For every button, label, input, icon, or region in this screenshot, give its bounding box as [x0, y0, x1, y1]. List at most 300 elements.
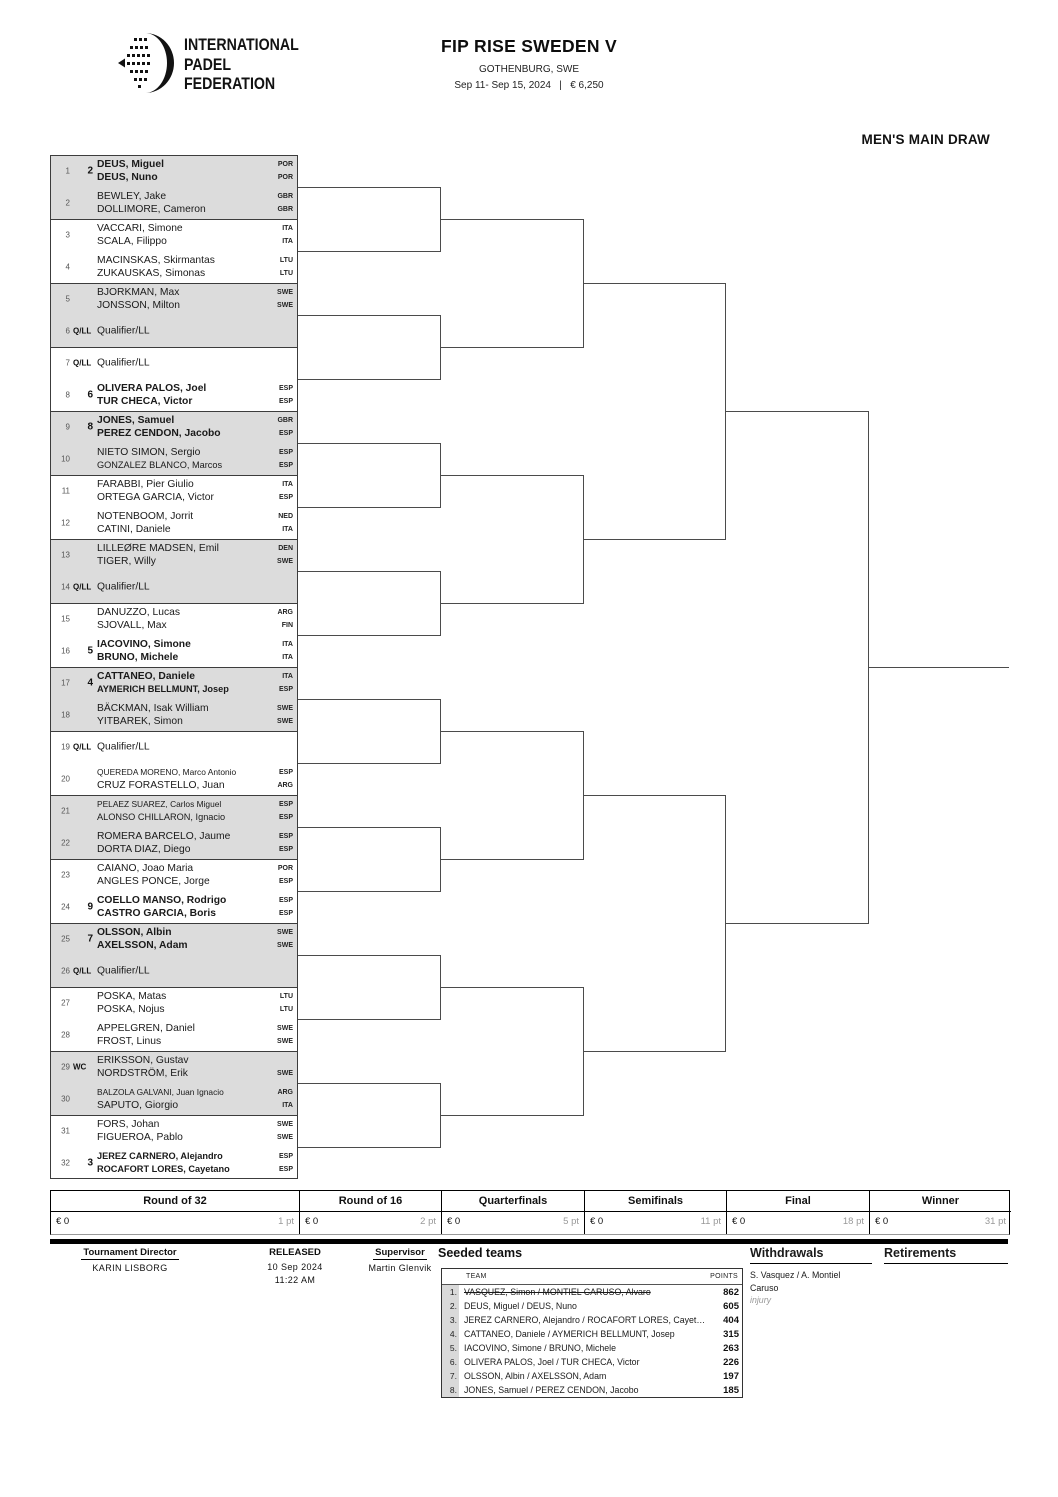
draw-entry-20 — [50, 763, 298, 795]
draw-entry-25 — [50, 923, 298, 955]
round-points: 1 pt — [278, 1216, 294, 1227]
entry-player-countries — [279, 798, 293, 825]
player-name: BEWLEY, Jake — [97, 190, 167, 202]
bracket-line — [440, 603, 583, 604]
entry-position-number: 27 — [61, 998, 70, 1008]
bracket-line — [440, 219, 583, 220]
entry-position-number: 30 — [61, 1094, 70, 1104]
qualifier-label: Qualifier/LL — [97, 741, 150, 753]
qualifier-label: Qualifier/LL — [97, 581, 150, 593]
round-points: 31 pt — [984, 1216, 1006, 1227]
bracket-line — [440, 987, 583, 988]
entry-player-names — [97, 158, 271, 185]
seeded-col-points: POINTS — [710, 1273, 738, 1280]
entry-player-names — [97, 990, 271, 1017]
player-name: FARABBI, Pier Giulio — [97, 478, 194, 490]
seeded-team-rank: 1. — [442, 1285, 459, 1299]
supervisor-label: Supervisor — [375, 1247, 425, 1258]
player-name: DEUS, Miguel — [97, 158, 164, 170]
entry-player-countries — [277, 1086, 293, 1113]
seeded-team-row — [442, 1383, 742, 1397]
entry-position-number: 7 — [65, 358, 70, 368]
draw-entry-24 — [50, 891, 298, 923]
player-country-code: ESP — [278, 896, 293, 904]
player-name: IACOVINO, Simone — [97, 638, 191, 650]
player-country-code: ESP — [278, 462, 293, 469]
entry-player-names — [97, 382, 271, 409]
round-name: Round of 16 — [300, 1191, 441, 1212]
player-name: BÄCKMAN, Isak William — [97, 702, 209, 714]
entry-player-names — [97, 356, 271, 370]
draw-entry-14 — [50, 571, 298, 603]
player-country-code: SWE — [277, 1024, 293, 1032]
seeded-team-rank: 4. — [442, 1327, 459, 1341]
player-country-code: ARG — [277, 608, 293, 616]
entry-position-number: 21 — [61, 806, 70, 816]
supervisor-name: Martin Glenvik — [368, 1263, 432, 1273]
player-name: VACCARI, Simone — [97, 222, 183, 234]
player-country-code: ITA — [282, 480, 293, 488]
entry-player-countries — [277, 414, 293, 441]
seeded-team-names: JEREZ CARNERO, Alejandro / ROCAFORT LORES, Cayet… — [464, 1315, 706, 1325]
draw-entry-29 — [50, 1051, 298, 1083]
entry-player-names — [97, 1150, 271, 1177]
round-prize: € 0 — [447, 1216, 461, 1227]
player-name: FIGUEROA, Pablo — [97, 1132, 183, 1143]
player-country-code: ESP — [278, 768, 293, 776]
bracket-line — [298, 635, 440, 636]
player-country-code: ITA — [282, 640, 293, 648]
player-country-code: NED — [278, 512, 293, 520]
round-prize: € 0 — [732, 1216, 746, 1227]
draw-entry-28 — [50, 1019, 298, 1051]
entry-player-countries — [277, 1118, 293, 1145]
seeded-team-points: 404 — [723, 1314, 739, 1326]
entry-player-countries — [280, 254, 293, 281]
seeded-team-names: OLSSON, Albin / AXELSSON, Adam — [464, 1371, 607, 1381]
player-country-code: GBR — [277, 206, 293, 213]
bracket-line — [298, 763, 440, 764]
retirements-block — [884, 1246, 1008, 1264]
entry-position-number: 32 — [61, 1158, 70, 1168]
entry-status-tag: Q/LL — [73, 582, 92, 592]
player-name: BRUNO, Michele — [97, 652, 179, 663]
entry-player-names — [97, 830, 271, 857]
draw-entry-31 — [50, 1115, 298, 1147]
draw-entry-3 — [50, 219, 298, 251]
entry-position-number: 12 — [61, 518, 70, 528]
bracket-line — [725, 411, 868, 412]
player-name: ERIKSSON, Gustav — [97, 1054, 189, 1066]
player-country-code: ESP — [278, 686, 293, 693]
round-name: Round of 32 — [51, 1191, 299, 1212]
player-country-code: POR — [277, 174, 293, 181]
player-name: POSKA, Nojus — [97, 1004, 165, 1015]
player-name: FORS, Johan — [97, 1118, 160, 1130]
entry-player-countries — [279, 382, 293, 409]
player-name: ROMERA BARCELO, Jaume — [97, 830, 231, 842]
entry-player-names — [97, 446, 271, 473]
player-name: BALZOLA GALVANI, Juan Ignacio — [97, 1086, 224, 1097]
seeded-team-row — [442, 1285, 742, 1299]
footer-divider-bar — [50, 1239, 1008, 1244]
draw-entry-12 — [50, 507, 298, 539]
entry-position-number: 15 — [61, 614, 70, 624]
tournament-director-label: Tournament Director — [83, 1247, 177, 1258]
bracket-line — [583, 539, 725, 540]
entry-player-names — [97, 702, 271, 729]
seeded-col-team: TEAM — [466, 1273, 487, 1280]
entry-position-number: 3 — [65, 230, 70, 240]
entry-position-number: 5 — [65, 294, 70, 304]
withdrawal-team-line1: S. Vasquez / A. Montiel — [750, 1270, 841, 1280]
bracket-line — [298, 827, 440, 828]
seeded-team-rank: 8. — [442, 1383, 459, 1397]
entry-player-countries — [280, 990, 293, 1017]
bracket-line — [298, 1147, 440, 1148]
entry-position-number: 16 — [61, 646, 70, 656]
entry-player-countries — [279, 670, 293, 697]
bracket-line — [298, 251, 440, 252]
player-country-code: SWE — [277, 1070, 293, 1077]
player-name: NORDSTRÖM, Erik — [97, 1068, 188, 1079]
entry-position-number: 28 — [61, 1030, 70, 1040]
player-country-code: SWE — [277, 718, 293, 725]
entry-player-names — [97, 638, 271, 665]
entry-player-countries — [279, 894, 293, 921]
player-country-code: ITA — [282, 238, 293, 245]
seeded-table-header — [442, 1269, 742, 1285]
round-column-semifinals — [584, 1191, 726, 1234]
draw-entry-26 — [50, 955, 298, 987]
draw-entry-21 — [50, 795, 298, 827]
entry-player-countries — [277, 926, 293, 953]
round-points: 5 pt — [563, 1216, 579, 1227]
player-country-code: LTU — [279, 256, 293, 264]
player-name: DORTA DIAZ, Diego — [97, 844, 191, 855]
player-name: ZUKAUSKAS, Simonas — [97, 268, 206, 279]
player-name: GONZALEZ BLANCO, Marcos — [97, 460, 223, 470]
entry-status-tag: Q/LL — [73, 358, 92, 368]
player-name: CASTRO GARCIA, Boris — [97, 908, 216, 919]
entry-position-number: 4 — [65, 262, 70, 272]
entry-player-countries — [278, 862, 293, 889]
bracket-line — [583, 283, 725, 284]
player-country-code: ESP — [278, 878, 293, 885]
player-country-code: ESP — [278, 430, 293, 437]
seeded-team-names: DEUS, Miguel / DEUS, Nuno — [464, 1301, 577, 1311]
entry-player-names — [97, 580, 271, 594]
player-name: CATINI, Daniele — [97, 524, 171, 535]
player-name: CRUZ FORASTELLO, Juan — [97, 780, 225, 791]
player-name: TIGER, Willy — [97, 556, 156, 567]
draw-title: MEN'S MAIN DRAW — [861, 132, 990, 147]
player-country-code: SWE — [277, 1038, 293, 1045]
player-name: JONSSON, Milton — [97, 300, 180, 311]
player-name: SCALA, Filippo — [97, 236, 167, 247]
entry-status-tag: WC — [73, 1062, 87, 1072]
entry-player-names — [97, 766, 271, 793]
draw-entry-2 — [50, 187, 298, 219]
seeded-team-rank: 7. — [442, 1369, 459, 1383]
bracket-line — [298, 443, 440, 444]
entry-player-names — [97, 286, 271, 313]
round-values — [870, 1212, 1011, 1234]
player-name: DANUZZO, Lucas — [97, 606, 180, 618]
entry-position-number: 14 — [61, 582, 70, 592]
entry-position-number: 13 — [61, 550, 70, 560]
player-name: QUEREDA MORENO, Marco Antonio — [97, 766, 237, 777]
entry-seed-number: 5 — [87, 645, 93, 657]
entry-position-number: 10 — [61, 454, 70, 464]
tournament-header — [0, 36, 1058, 91]
draw-entry-30 — [50, 1083, 298, 1115]
entry-player-names — [97, 190, 271, 217]
released-date: 10 Sep 2024 — [267, 1262, 323, 1272]
draw-entry-22 — [50, 827, 298, 859]
draw-entry-27 — [50, 987, 298, 1019]
draw-entry-1 — [50, 155, 298, 187]
rounds-points-table — [50, 1190, 1010, 1235]
entry-position-number: 24 — [61, 902, 70, 912]
entry-player-countries — [279, 1150, 293, 1177]
player-country-code: SWE — [277, 1120, 293, 1128]
player-country-code: ESP — [278, 448, 293, 456]
draw-entry-6 — [50, 315, 298, 347]
player-country-code: SWE — [277, 288, 293, 296]
entry-status-tag: Q/LL — [73, 326, 92, 336]
entry-position-number: 19 — [61, 742, 70, 752]
draw-entry-16 — [50, 635, 298, 667]
player-name: ROCAFORT LORES, Cayetano — [97, 1164, 230, 1174]
entry-player-countries — [277, 286, 293, 313]
player-country-code: LTU — [279, 1006, 293, 1013]
round-points: 2 pt — [420, 1216, 436, 1227]
seeded-team-row — [442, 1299, 742, 1313]
player-country-code: LTU — [279, 992, 293, 1000]
seeded-team-row — [442, 1355, 742, 1369]
entry-player-names — [97, 222, 271, 249]
round-points: 18 pt — [842, 1216, 864, 1227]
qualifier-label: Qualifier/LL — [97, 357, 150, 369]
entry-player-names — [97, 1022, 271, 1049]
entry-seed-number: 2 — [87, 165, 93, 177]
player-country-code: ESP — [278, 910, 293, 917]
entry-position-number: 20 — [61, 774, 70, 784]
logo-line-1: INTERNATIONAL — [184, 36, 299, 55]
entry-position-number: 1 — [65, 166, 70, 176]
entry-player-names — [97, 1118, 271, 1145]
round-column-winner — [869, 1191, 1011, 1234]
entry-player-countries — [277, 542, 293, 569]
round-name: Winner — [870, 1191, 1011, 1212]
player-country-code: ESP — [278, 494, 293, 501]
entry-player-names — [97, 414, 271, 441]
player-name: COELLO MANSO, Rodrigo — [97, 894, 227, 906]
draw-entry-9 — [50, 411, 298, 443]
round-points: 11 pt — [700, 1216, 721, 1227]
player-name: CATTANEO, Daniele — [97, 670, 196, 682]
entry-position-number: 23 — [61, 870, 70, 880]
player-name: AYMERICH BELLMUNT, Josep — [97, 684, 229, 694]
draw-entry-4 — [50, 251, 298, 283]
round-prize: € 0 — [56, 1216, 70, 1227]
entry-seed-number: 4 — [87, 677, 93, 689]
player-country-code: ESP — [278, 832, 293, 840]
player-country-code: SWE — [277, 928, 293, 936]
round-values — [585, 1212, 726, 1234]
player-name: CAIANO, Joao Maria — [97, 862, 194, 874]
entry-player-countries — [278, 158, 293, 185]
entry-player-names — [97, 964, 271, 978]
entry-status-tag: Q/LL — [73, 966, 92, 976]
player-country-code: ESP — [278, 1166, 293, 1173]
entry-player-names — [97, 254, 271, 281]
seeded-team-points: 315 — [723, 1328, 739, 1340]
bracket-line — [298, 955, 440, 956]
tournament-title: FIP RISE SWEDEN V — [441, 36, 617, 56]
entry-player-countries — [277, 606, 293, 633]
tournament-location: GOTHENBURG, SWE — [478, 64, 579, 75]
draw-entry-5 — [50, 283, 298, 315]
player-country-code: ITA — [282, 1102, 293, 1109]
entry-seed-number: 3 — [87, 1157, 93, 1169]
seeded-teams-title: Seeded teams — [438, 1246, 523, 1260]
bracket-line — [440, 731, 583, 732]
entry-position-number: 22 — [61, 838, 70, 848]
seeded-team-row — [442, 1369, 742, 1383]
entry-player-names — [97, 510, 271, 537]
player-country-code: SWE — [277, 558, 293, 565]
entry-position-number: 17 — [61, 678, 70, 688]
entry-position-number: 2 — [65, 198, 70, 208]
entry-position-number: 8 — [65, 390, 70, 400]
player-name: SAPUTO, Giorgio — [97, 1100, 179, 1111]
player-name: TUR CHECA, Victor — [97, 396, 193, 407]
seeded-team-points: 263 — [723, 1342, 739, 1354]
player-country-code: SWE — [277, 1134, 293, 1141]
seeded-team-points: 226 — [723, 1356, 739, 1368]
player-country-code: ITA — [282, 224, 293, 232]
entry-position-number: 18 — [61, 710, 70, 720]
entry-seed-number: 6 — [87, 389, 93, 401]
bracket-line — [298, 315, 440, 316]
seeded-team-rank: 2. — [442, 1299, 459, 1313]
entry-seed-number: 7 — [87, 933, 93, 945]
seeded-team-rank: 3. — [442, 1313, 459, 1327]
entry-player-names — [97, 606, 271, 633]
seeded-team-points: 197 — [723, 1370, 739, 1382]
qualifier-label: Qualifier/LL — [97, 325, 150, 337]
entry-player-countries — [278, 510, 293, 537]
player-country-code: GBR — [277, 192, 293, 200]
tournament-director-name: KARIN LISBORG — [92, 1263, 168, 1273]
round-values — [442, 1212, 584, 1234]
entry-player-names — [97, 926, 271, 953]
bracket-line — [440, 347, 583, 348]
entry-player-names — [97, 862, 271, 889]
player-name: PELAEZ SUAREZ, Carlos Miguel — [97, 798, 222, 809]
player-country-code: POR — [277, 160, 293, 168]
round-name: Semifinals — [585, 1191, 726, 1212]
player-name: ANGLES PONCE, Jorge — [97, 876, 210, 887]
released-label: RELEASED — [269, 1247, 321, 1258]
player-name: OLIVERA PALOS, Joel — [97, 382, 207, 394]
round-prize: € 0 — [590, 1216, 604, 1227]
entry-player-countries — [279, 478, 293, 505]
player-name: JONES, Samuel — [97, 414, 175, 426]
player-name: JEREZ CARNERO, Alejandro — [97, 1150, 223, 1161]
bracket-line — [298, 379, 440, 380]
entry-status-tag: Q/LL — [73, 742, 92, 752]
round-name: Final — [727, 1191, 869, 1212]
player-country-code: SWE — [277, 942, 293, 949]
round-values — [300, 1212, 441, 1234]
qualifier-label: Qualifier/LL — [97, 965, 150, 977]
player-country-code: ESP — [278, 398, 293, 405]
player-country-code: LTU — [279, 270, 293, 277]
draw-entry-19 — [50, 731, 298, 763]
seeded-team-rank: 6. — [442, 1355, 459, 1369]
bracket-line — [298, 1083, 440, 1084]
player-country-code: ITA — [282, 526, 293, 533]
player-name: BJORKMAN, Max — [97, 286, 180, 298]
released-time: 11:22 AM — [274, 1275, 316, 1285]
player-country-code: ESP — [278, 800, 293, 808]
entry-position-number: 25 — [61, 934, 70, 944]
entry-position-number: 29 — [61, 1062, 70, 1072]
entry-player-names — [97, 542, 271, 569]
seeded-team-names: JONES, Samuel / PEREZ CENDON, Jacobo — [464, 1385, 639, 1395]
player-country-code: DEN — [278, 544, 293, 552]
withdrawals-title: Withdrawals — [750, 1246, 872, 1264]
player-country-code: POR — [277, 864, 293, 872]
entry-seed-number: 8 — [87, 421, 93, 433]
entry-position-number: 11 — [61, 486, 70, 496]
bracket-line — [298, 507, 440, 508]
logo-line-2: PADEL — [184, 55, 232, 74]
player-name: DOLLIMORE, Cameron — [97, 204, 206, 215]
tournament-director-block — [55, 1247, 205, 1273]
seeded-team-points: 862 — [723, 1286, 739, 1298]
player-name: NIETO SIMON, Sergio — [97, 446, 201, 458]
player-country-code: ARG — [277, 782, 293, 789]
player-country-code: ESP — [278, 814, 293, 821]
entry-position-number: 9 — [65, 422, 70, 432]
bracket-line — [440, 475, 583, 476]
draw-entry-11 — [50, 475, 298, 507]
bracket-line — [440, 1115, 583, 1116]
draw-entry-32 — [50, 1147, 298, 1179]
withdrawal-reason: injury — [750, 1295, 772, 1305]
draw-entry-15 — [50, 603, 298, 635]
entry-player-countries — [277, 190, 293, 217]
entry-player-countries — [277, 702, 293, 729]
player-country-code: FIN — [281, 622, 293, 629]
player-name: PEREZ CENDON, Jacobo — [97, 428, 221, 439]
player-country-code: GBR — [277, 416, 293, 424]
draw-entry-10 — [50, 443, 298, 475]
entry-player-countries — [279, 830, 293, 857]
bracket-line — [298, 1019, 440, 1020]
entry-player-names — [97, 670, 271, 697]
round-prize: € 0 — [305, 1216, 319, 1227]
player-country-code: ITA — [282, 672, 293, 680]
retirements-title: Retirements — [884, 1246, 1008, 1264]
player-name: OLSSON, Albin — [97, 926, 172, 938]
tournament-dates-prize: Sep 11- Sep 15, 2024 | € 6,250 — [454, 80, 604, 91]
bracket-line — [725, 923, 868, 924]
